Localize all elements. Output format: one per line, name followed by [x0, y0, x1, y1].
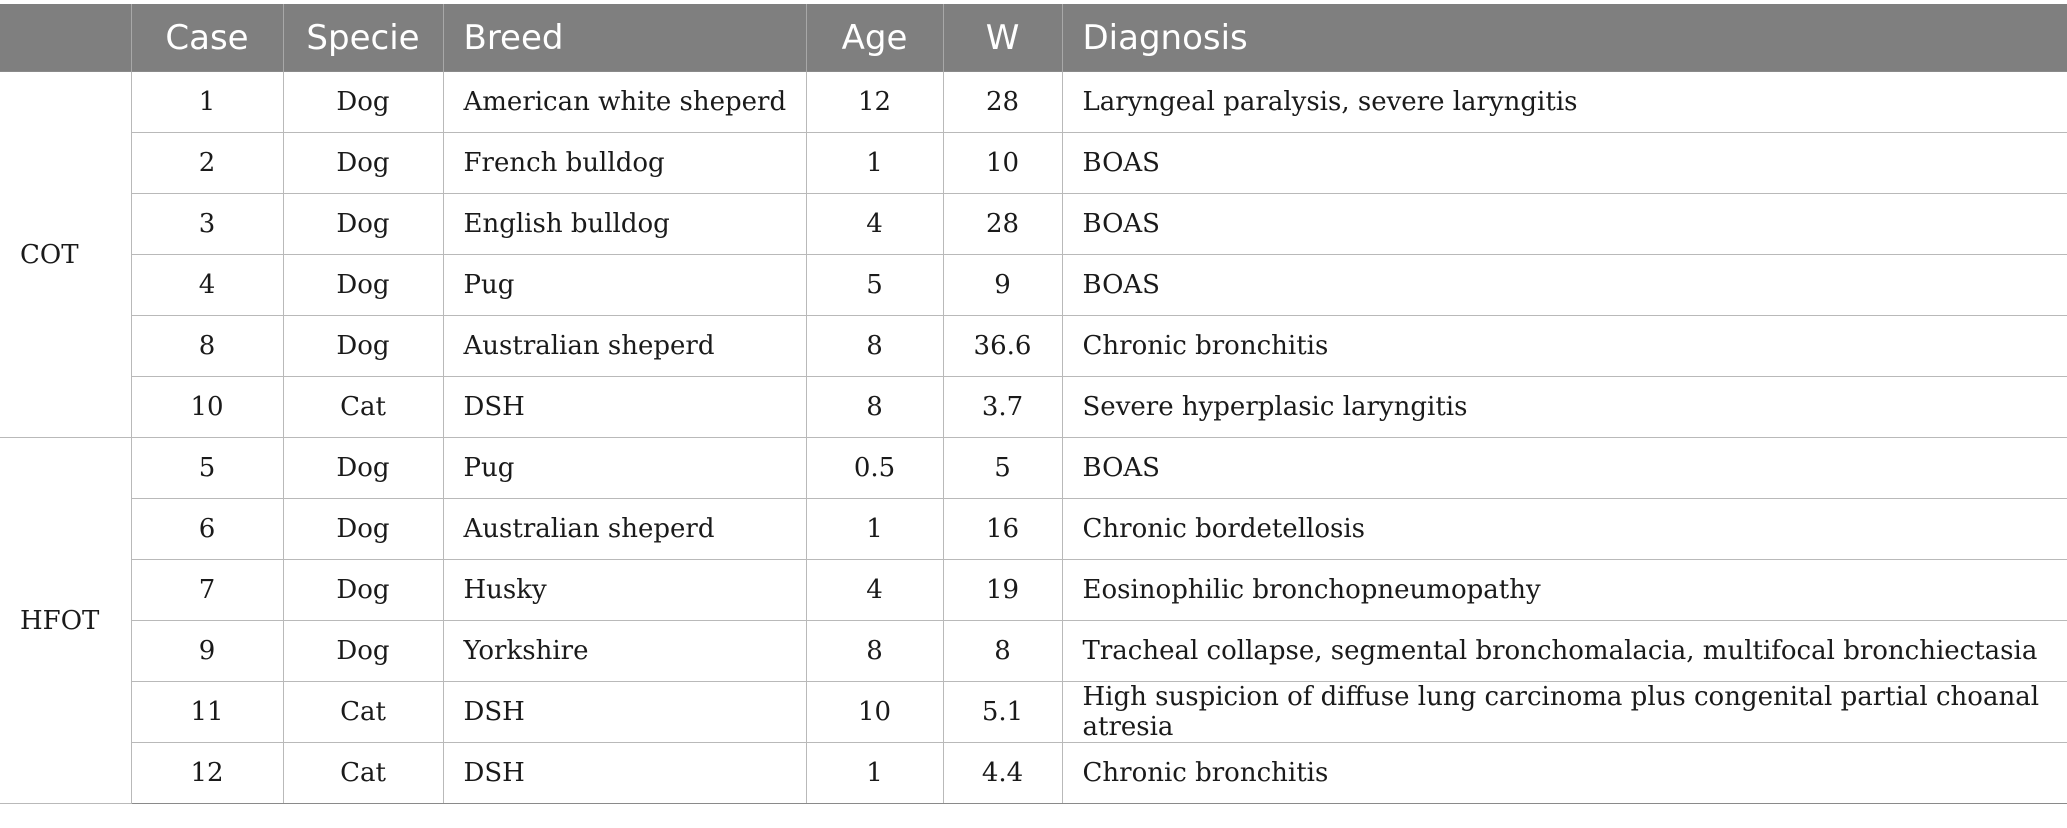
table-row	[0, 499, 2067, 560]
cell-breed: Pug	[443, 255, 806, 316]
cell-age: 4	[806, 194, 943, 255]
cell-diagnosis: BOAS	[1062, 194, 2067, 255]
header-specie: Specie	[283, 4, 443, 72]
cell-case: 7	[131, 560, 283, 621]
cell-age: 5	[806, 255, 943, 316]
table-row	[0, 621, 2067, 682]
cell-breed: Australian sheperd	[443, 316, 806, 377]
cell-case: 4	[131, 255, 283, 316]
table-row	[0, 316, 2067, 377]
cell-age: 8	[806, 621, 943, 682]
cell-diagnosis: Severe hyperplasic laryngitis	[1062, 377, 2067, 438]
cell-case: 8	[131, 316, 283, 377]
cell-breed: DSH	[443, 743, 806, 804]
cell-age: 1	[806, 499, 943, 560]
cell-diagnosis: BOAS	[1062, 438, 2067, 499]
cell-specie: Dog	[283, 316, 443, 377]
cell-w: 4.4	[943, 743, 1062, 804]
cell-diagnosis: BOAS	[1062, 133, 2067, 194]
cell-w: 5	[943, 438, 1062, 499]
cell-specie: Dog	[283, 255, 443, 316]
cell-case: 5	[131, 438, 283, 499]
table-row	[0, 72, 2067, 133]
cell-breed: Husky	[443, 560, 806, 621]
cell-case: 10	[131, 377, 283, 438]
cell-diagnosis: Eosinophilic bronchopneumopathy	[1062, 560, 2067, 621]
cell-w: 9	[943, 255, 1062, 316]
cases-table	[0, 4, 2067, 804]
cell-breed: Yorkshire	[443, 621, 806, 682]
cell-w: 16	[943, 499, 1062, 560]
cell-diagnosis: Laryngeal paralysis, severe laryngitis	[1062, 72, 2067, 133]
table-row	[0, 743, 2067, 804]
cell-w: 19	[943, 560, 1062, 621]
cell-age: 1	[806, 133, 943, 194]
cell-breed: French bulldog	[443, 133, 806, 194]
cell-age: 1	[806, 743, 943, 804]
cell-age: 8	[806, 316, 943, 377]
cell-specie: Dog	[283, 621, 443, 682]
table-row	[0, 194, 2067, 255]
header-age: Age	[806, 4, 943, 72]
cell-specie: Cat	[283, 377, 443, 438]
cell-diagnosis: Chronic bronchitis	[1062, 743, 2067, 804]
cell-specie: Dog	[283, 133, 443, 194]
table-row	[0, 255, 2067, 316]
cell-specie: Dog	[283, 194, 443, 255]
cell-case: 12	[131, 743, 283, 804]
header-row	[0, 4, 2067, 72]
table-row	[0, 438, 2067, 499]
cell-breed: Australian sheperd	[443, 499, 806, 560]
cell-breed: DSH	[443, 377, 806, 438]
cell-age: 12	[806, 72, 943, 133]
cell-specie: Dog	[283, 560, 443, 621]
cell-w: 36.6	[943, 316, 1062, 377]
group-label-cot: COT	[0, 72, 131, 438]
cell-w: 8	[943, 621, 1062, 682]
data-table-container	[0, 4, 2067, 804]
header-breed: Breed	[443, 4, 806, 72]
cell-case: 11	[131, 682, 283, 743]
cell-specie: Cat	[283, 743, 443, 804]
cell-case: 3	[131, 194, 283, 255]
table-row	[0, 133, 2067, 194]
cell-case: 9	[131, 621, 283, 682]
cell-age: 4	[806, 560, 943, 621]
table-row	[0, 682, 2067, 743]
cell-diagnosis: Chronic bordetellosis	[1062, 499, 2067, 560]
cell-w: 3.7	[943, 377, 1062, 438]
header-group	[0, 4, 131, 72]
cell-diagnosis: BOAS	[1062, 255, 2067, 316]
cell-w: 28	[943, 72, 1062, 133]
header-case: Case	[131, 4, 283, 72]
cell-w: 10	[943, 133, 1062, 194]
header-w: W	[943, 4, 1062, 72]
cell-case: 1	[131, 72, 283, 133]
cell-breed: Pug	[443, 438, 806, 499]
cell-age: 8	[806, 377, 943, 438]
header-diagnosis: Diagnosis	[1062, 4, 2067, 72]
cell-case: 2	[131, 133, 283, 194]
cell-specie: Dog	[283, 499, 443, 560]
group-label-hfot: HFOT	[0, 438, 131, 804]
cell-case: 6	[131, 499, 283, 560]
cell-w: 5.1	[943, 682, 1062, 743]
cell-age: 0.5	[806, 438, 943, 499]
cell-specie: Dog	[283, 438, 443, 499]
cell-specie: Cat	[283, 682, 443, 743]
cell-w: 28	[943, 194, 1062, 255]
cell-breed: American white sheperd	[443, 72, 806, 133]
cell-diagnosis: Tracheal collapse, segmental bronchomalacia, multifocal bronchiectasia	[1062, 621, 2067, 682]
cell-age: 10	[806, 682, 943, 743]
table-row	[0, 560, 2067, 621]
cell-specie: Dog	[283, 72, 443, 133]
cell-breed: DSH	[443, 682, 806, 743]
cell-breed: English bulldog	[443, 194, 806, 255]
table-row	[0, 377, 2067, 438]
cell-diagnosis: High suspicion of diffuse lung carcinoma plus congenital partial choanal atresia	[1062, 682, 2067, 743]
cell-diagnosis: Chronic bronchitis	[1062, 316, 2067, 377]
